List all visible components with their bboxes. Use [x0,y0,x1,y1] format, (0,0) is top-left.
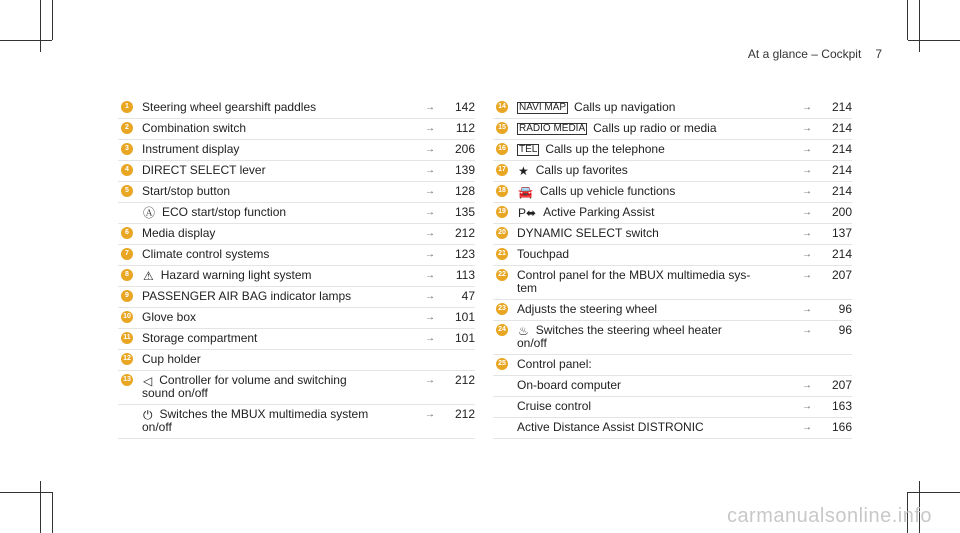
callout-number: 11 [121,332,133,344]
legend-row [118,287,475,308]
legend-row [118,161,475,182]
section-title: At a glance – Cockpit [747,47,862,61]
page-reference[interactable]: 128 [454,184,475,198]
page-reference[interactable]: 212 [454,226,475,240]
legend-label: Combination switch [142,121,247,135]
legend-text [142,311,395,324]
legend-label: DIRECT SELECT lever [142,163,266,177]
arrow-icon: → [425,102,435,113]
legend-label: Storage compartment [142,331,258,345]
arrow-icon: → [802,325,812,336]
right-column [493,98,852,439]
legend-text [517,143,772,156]
arrow-icon: → [425,270,435,281]
legend-row [118,329,475,350]
legend-text [517,164,772,177]
page-number: 7 [875,47,882,61]
callout-number: 20 [496,227,508,239]
telephone-icon: TEL [519,143,538,155]
arrow-icon: → [802,422,812,433]
legend-row [118,119,475,140]
crop-mark [52,0,53,40]
legend-text [142,185,395,198]
legend-text [517,206,772,219]
callout-number: 12 [121,353,133,365]
arrow-icon: → [802,144,812,155]
legend-row [493,245,852,266]
arrow-icon: → [802,228,812,239]
legend-label: Cup holder [142,352,201,366]
page-reference[interactable]: 214 [831,247,852,261]
arrow-icon: → [425,333,435,344]
legend-text [142,143,395,156]
callout-number: 4 [121,164,133,176]
legend-label-continued: on/off [142,420,172,434]
parking-assist-icon: P⬌ [518,205,537,220]
callout-number: 8 [121,269,133,281]
arrow-icon: → [425,312,435,323]
legend-label: Climate control systems [142,247,270,261]
legend-text [517,303,772,316]
legend-text [142,227,395,240]
arrow-icon: → [802,186,812,197]
callout-number: 7 [121,248,133,260]
crop-mark [40,481,41,533]
page-reference[interactable]: 139 [454,163,475,177]
legend-row [493,321,852,355]
legend-text [142,164,395,177]
legend-label: Calls up navigation [574,100,676,114]
legend-row [118,350,475,371]
legend-label: Calls up the telephone [545,142,665,156]
legend-label: Switches the MBUX multimedia system [159,407,369,421]
page-reference[interactable]: 96 [838,323,852,337]
page-reference[interactable]: 214 [831,163,852,177]
legend-text [142,122,395,135]
legend-row [118,266,475,287]
legend-row [493,140,852,161]
callout-number: 23 [496,303,508,315]
page-reference[interactable]: 214 [831,121,852,135]
arrow-icon: → [425,249,435,260]
legend-row [493,98,852,119]
legend-text [517,122,772,135]
arrow-icon: → [802,270,812,281]
page-reference[interactable]: 200 [831,205,852,219]
legend-row [493,224,852,245]
legend-label: Controller for volume and switching [159,373,347,387]
watermark: carmanualsonline.info [726,505,932,527]
callout-number: 1 [121,101,133,113]
steering-wheel-heater-icon: ♨ [518,323,529,338]
eco-start-stop-icon: Ⓐ [143,205,156,220]
legend-text [142,290,395,303]
callout-number: 19 [496,206,508,218]
legend-text [517,248,772,261]
page-reference[interactable]: 212 [454,407,475,421]
legend-row [493,182,852,203]
legend-text [517,101,772,114]
callout-number: 5 [121,185,133,197]
vehicle-functions-icon: 🚘 [518,184,533,199]
legend-label: Adjusts the steering wheel [517,302,658,316]
callout-number: 22 [496,269,508,281]
legend-label: Active Distance Assist DISTRONIC [517,420,704,434]
legend-text [142,353,395,366]
navigation-icon: NAVI MAP [519,101,567,113]
arrow-icon: → [425,186,435,197]
left-column [118,98,475,439]
legend-label: Calls up favorites [535,163,628,177]
page-reference[interactable]: 163 [831,399,852,413]
legend-row [118,308,475,329]
arrow-icon: → [425,228,435,239]
legend-text [517,227,772,240]
legend-text [517,400,772,413]
arrow-icon: → [425,144,435,155]
legend-text [517,421,772,434]
legend-row [118,140,475,161]
legend-text [142,248,395,261]
legend-row [493,300,852,321]
legend-label: Touchpad [517,247,570,261]
legend-label: ECO start/stop function [162,205,287,219]
page-reference[interactable]: 96 [838,302,852,316]
crop-mark [52,492,53,533]
legend-row [118,182,475,203]
arrow-icon: → [802,401,812,412]
legend-text [517,185,772,198]
hazard-warning-icon: ⚠ [143,268,154,283]
page-reference[interactable]: 137 [831,226,852,240]
callout-number: 24 [496,324,508,336]
callout-number: 6 [121,227,133,239]
arrow-icon: → [425,375,435,386]
legend-text [142,408,395,434]
legend-text [517,358,772,371]
page-reference[interactable]: 166 [831,420,852,434]
callout-number: 9 [121,290,133,302]
page-reference[interactable]: 112 [455,121,475,135]
legend-label: Active Parking Assist [543,205,655,219]
arrow-icon: → [425,123,435,134]
legend-label-continued: sound on/off [142,386,208,400]
page-reference[interactable]: 101 [454,331,475,345]
legend-row [493,355,852,376]
legend-row [493,119,852,140]
legend-label: Control panel: [517,357,592,371]
crop-mark [0,492,52,493]
page-reference[interactable]: 135 [454,205,475,219]
page-header [748,47,882,61]
legend-label-continued: on/off [517,336,547,350]
legend-label-continued: tem [517,281,538,295]
legend-label: Cruise control [517,399,592,413]
arrow-icon: → [425,291,435,302]
legend-row [118,224,475,245]
arrow-icon: → [425,165,435,176]
page-reference[interactable]: 212 [454,373,475,387]
legend-label: DYNAMIC SELECT switch [517,226,659,240]
legend-row [118,98,475,119]
arrow-icon: → [802,123,812,134]
arrow-icon: → [802,380,812,391]
power-icon: ⏻ [143,407,153,422]
callout-number: 13 [121,374,133,386]
legend-text [142,101,395,114]
volume-controller-icon: ◁ [143,373,153,388]
legend-row [493,418,852,439]
arrow-icon: → [425,409,435,420]
crop-mark [908,492,960,493]
crop-mark [919,0,920,52]
legend-label: On-board computer [517,378,622,392]
legend-label: Steering wheel gearshift paddles [142,100,317,114]
callout-number: 15 [496,122,508,134]
legend-text [142,269,395,282]
favorites-icon: ★ [518,163,529,178]
page-reference[interactable]: 207 [831,378,852,392]
legend-label: Calls up vehicle functions [539,184,676,198]
arrow-icon: → [802,207,812,218]
page-reference[interactable]: 47 [461,289,475,303]
page-reference[interactable]: 123 [454,247,475,261]
legend-row [493,397,852,418]
legend-label: Media display [142,226,216,240]
legend-label: PASSENGER AIR BAG indicator lamps [142,289,352,303]
callout-number: 2 [121,122,133,134]
legend-text [142,332,395,345]
callout-number: 18 [496,185,508,197]
page-reference[interactable]: 214 [831,100,852,114]
page-reference[interactable]: 142 [454,100,475,114]
callout-number: 25 [496,358,508,370]
legend-row [118,405,475,439]
legend-row [118,245,475,266]
page-reference[interactable]: 207 [831,268,852,282]
page-reference[interactable]: 101 [454,310,475,324]
legend-row [118,371,475,405]
arrow-icon: → [802,304,812,315]
page-reference[interactable]: 214 [831,142,852,156]
legend-label: Start/stop button [142,184,231,198]
legend-text [142,374,395,400]
legend-label: Glove box [142,310,197,324]
arrow-icon: → [802,249,812,260]
legend-text [142,206,395,219]
arrow-icon: → [425,207,435,218]
legend-text [517,324,772,350]
callout-number: 17 [496,164,508,176]
legend-row [118,203,475,224]
page-reference[interactable]: 214 [831,184,852,198]
crop-mark [908,40,960,41]
legend-row [493,376,852,397]
legend-label: Switches the steering wheel heater [535,323,722,337]
legend-row [493,266,852,300]
legend-row [493,161,852,182]
legend-label: Hazard warning light system [160,268,312,282]
legend-text [517,379,772,392]
page-reference[interactable]: 206 [454,142,475,156]
legend-label: Calls up radio or media [593,121,717,135]
callout-number: 21 [496,248,508,260]
legend-label: Instrument display [142,142,240,156]
callout-number: 14 [496,101,508,113]
legend-label: Control panel for the MBUX multimedia sys- [517,268,751,282]
arrow-icon: → [802,102,812,113]
page-reference[interactable]: 113 [455,268,475,282]
legend-row [493,203,852,224]
crop-mark [40,0,41,52]
callout-number: 16 [496,143,508,155]
arrow-icon: → [802,165,812,176]
callout-number: 10 [121,311,133,323]
crop-mark [907,0,908,40]
legend-text [517,269,772,295]
crop-mark [0,40,52,41]
callout-number: 3 [121,143,133,155]
radio-media-icon: RADIO MEDIA [519,122,586,134]
